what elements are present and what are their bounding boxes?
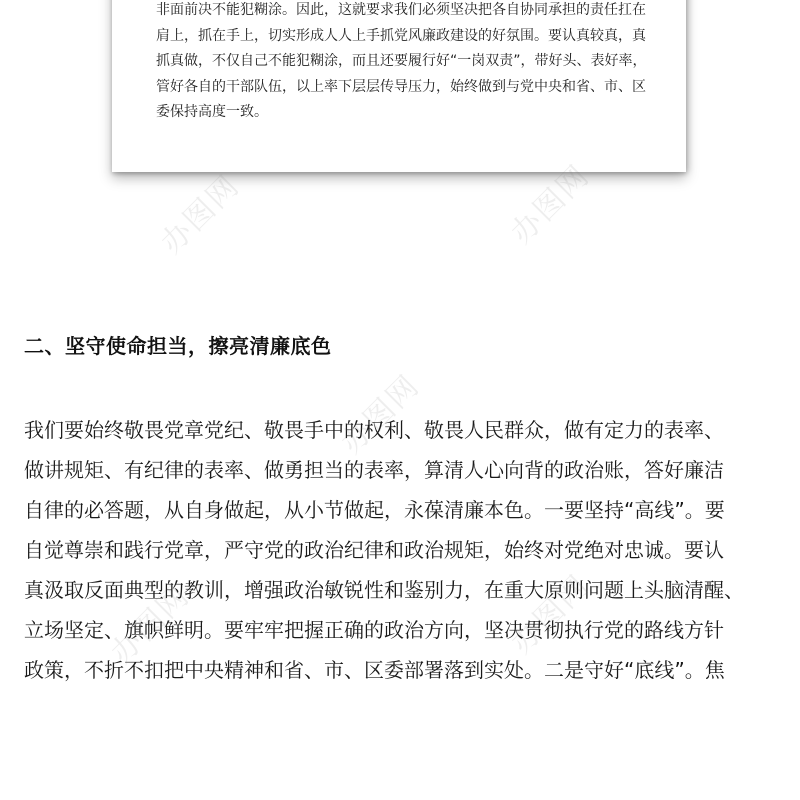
watermark: 办图网 <box>334 368 427 461</box>
body-text-line: 自律的必答题，从自身做起，从小节做起，永葆清廉本色。一要坚持“高线”。要 <box>24 498 725 522</box>
body-text-line: 我们要始终敬畏党章党纪、敬畏手中的权利、敬畏人民群众，做有定力的表率、 <box>24 418 724 442</box>
card-text-line: 肩上，抓在手上，切实形成人人上手抓党风廉政建设的好氛围。要认真较真，真 <box>156 27 646 44</box>
card-text-line: 抓真做，不仅自己不能犯糊涂，而且还要履行好“一岗双责”，带好头、表好率， <box>156 53 647 69</box>
watermark: 办图网 <box>154 168 247 261</box>
document-card <box>112 0 686 172</box>
card-text-line: 管好各自的干部队伍，以上率下层层传导压力，始终做到与党中央和省、市、区 <box>156 78 646 95</box>
watermark: 办图网 <box>504 158 597 251</box>
body-text-line: 立场坚定、旗帜鲜明。要牢牢把握正确的政治方向，坚决贯彻执行党的路线方针 <box>24 618 724 642</box>
card-text-line: 非面前决不能犯糊涂。因此，这就要求我们必须坚决把各自协同承担的责任扛在 <box>156 2 646 18</box>
body-text-line: 做讲规矩、有纪律的表率、做勇担当的表率，算清人心向背的政治账，答好廉洁 <box>24 458 724 482</box>
section-body <box>24 410 794 690</box>
card-text-line: 委保持高度一致。 <box>156 104 268 120</box>
watermark: 办图网 <box>504 568 597 661</box>
body-text-line: 政策，不折不扣把中央精神和省、市、区委部署落到实处。二是守好“底线”。焦 <box>24 658 725 682</box>
body-text-line: 自觉尊崇和践行党章，严守党的政治纪律和政治规矩，始终对党绝对忠诚。要认 <box>24 538 724 562</box>
body-text-line: 真汲取反面典型的教训，增强政治敏锐性和鉴别力，在重大原则问题上头脑清醒、 <box>24 578 744 602</box>
watermark: 办图网 <box>104 578 197 671</box>
section-heading: 二、坚守使命担当，擦亮清廉底色 <box>24 334 332 358</box>
